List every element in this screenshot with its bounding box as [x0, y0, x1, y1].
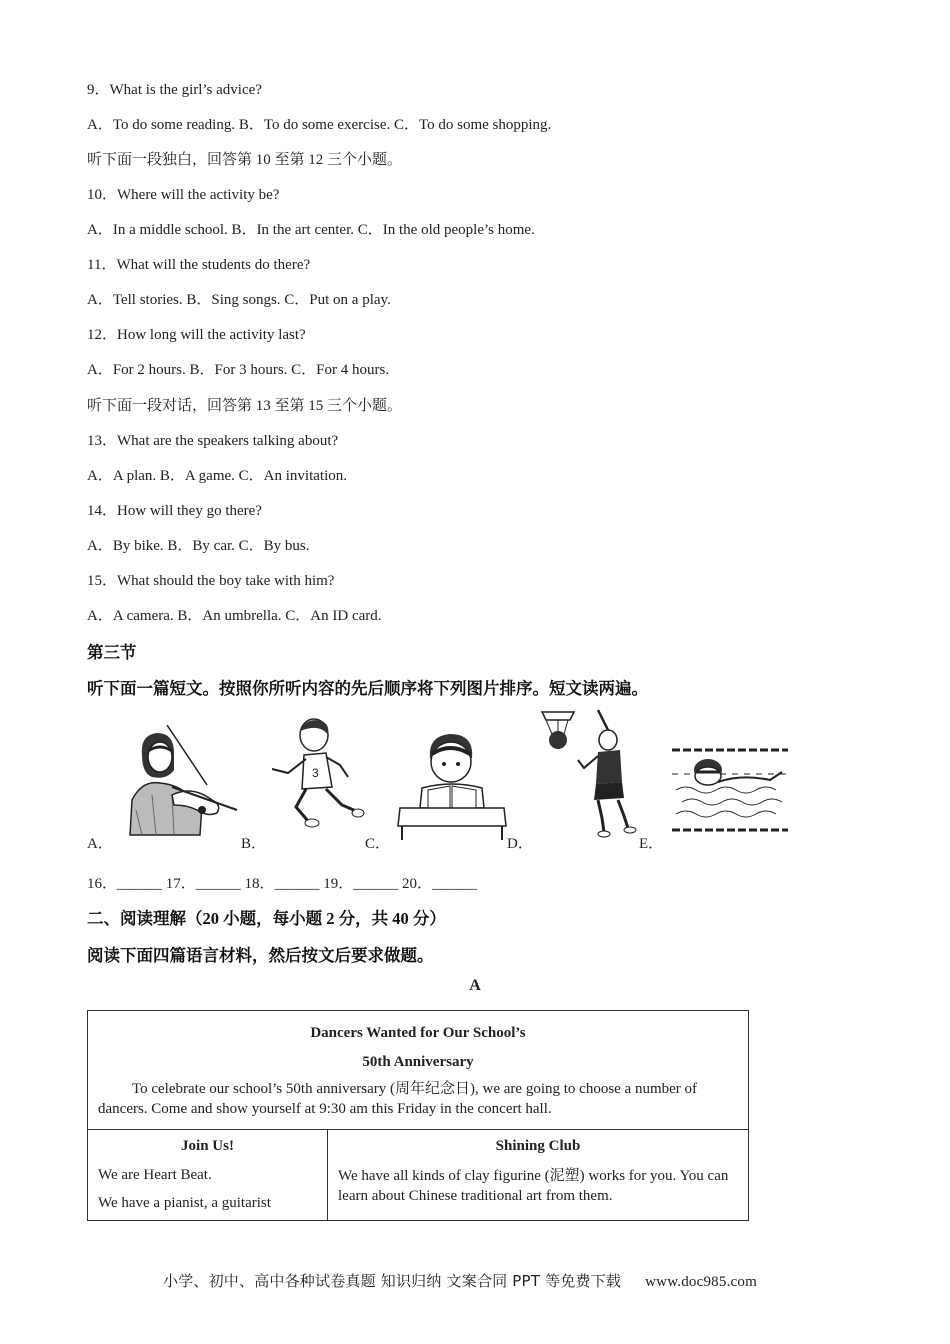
join-us-line1: We are Heart Beat.	[98, 1167, 212, 1183]
answer-blanks-16-20: 16．______ 17．______ 18．______ 19．______ 20．______	[87, 876, 478, 892]
instruction-10-12: 听下面一段独白，回答第 10 至第 12 三个小题。	[87, 152, 403, 168]
instruction-13-15: 听下面一段对话，回答第 13 至第 15 三个小题。	[87, 398, 403, 414]
question-11-options: A．Tell stories. B．Sing songs. C．Put on a play.	[87, 292, 391, 308]
picture-label-c: C．	[365, 836, 391, 852]
svg-text:3: 3	[312, 766, 319, 780]
notice-body: To celebrate our school’s 50th anniversary (周年纪念日), we are going to choose a number of dancers. Come and show yourself at 9:30 am this Friday in the concert hall.	[98, 1081, 698, 1117]
picture-label-a: A．	[87, 836, 113, 852]
footer-url[interactable]: www.doc985.com	[645, 1274, 757, 1290]
notice-table	[87, 1010, 749, 1221]
join-us-heading: Join Us!	[181, 1138, 234, 1154]
question-15: 15．What should the boy take with him?	[87, 573, 335, 589]
picture-running-boy	[266, 715, 366, 835]
question-10: 10．Where will the activity be?	[87, 187, 280, 203]
question-9: 9．What is the girl’s advice?	[87, 82, 262, 98]
notice-title-line1: Dancers Wanted for Our School’s	[310, 1025, 526, 1041]
reading-instruction: 阅读下面四篇语言材料，然后按文后要求做题。	[87, 946, 434, 965]
footer	[163, 1270, 757, 1291]
notice-title-line2: 50th Anniversary	[362, 1054, 474, 1070]
question-12: 12．How long will the activity last?	[87, 327, 306, 343]
question-10-options: A．In a middle school. B．In the art center. C．In the old people’s home.	[87, 222, 535, 238]
passage-label: A	[469, 977, 481, 994]
picture-basketball-player	[538, 706, 638, 838]
picture-violin-girl	[112, 725, 242, 840]
picture-label-d: D．	[507, 836, 533, 852]
question-9-options: A．To do some reading. B．To do some exercise. C．To do some shopping.	[87, 117, 552, 133]
join-us-line2: We have a pianist, a guitarist	[98, 1195, 271, 1211]
question-14: 14．How will they go there?	[87, 503, 262, 519]
question-15-options: A．A camera. B．An umbrella. C．An ID card.	[87, 608, 382, 624]
question-11: 11．What will the students do there?	[87, 257, 311, 273]
section3-instruction: 听下面一篇短文。按照你所听内容的先后顺序将下列图片排序。短文读两遍。	[87, 679, 648, 698]
picture-label-e: E．	[639, 836, 664, 852]
shining-club-heading: Shining Club	[495, 1138, 581, 1154]
shining-club-body: We have all kinds of clay figurine (泥塑) works for you. You can learn about Chinese traditional art from them.	[338, 1168, 729, 1204]
footer-text: 小学、初中、高中各种试卷真题 知识归纳 文案合同 PPT 等免费下载	[163, 1272, 622, 1290]
question-13: 13．What are the speakers talking about?	[87, 433, 339, 449]
question-14-options: A．By bike. B．By car. C．By bus.	[87, 538, 310, 554]
reading-heading: 二、阅读理解（20 小题，每小题 2 分，共 40 分）	[87, 909, 446, 928]
picture-reading-boy	[392, 728, 512, 840]
picture-label-b: B．	[241, 836, 267, 852]
question-12-options: A．For 2 hours. B．For 3 hours. C．For 4 hours.	[87, 362, 390, 378]
question-13-options: A．A plan. B．A game. C．An invitation.	[87, 468, 347, 484]
picture-swimmer	[672, 746, 790, 834]
section3-title: 第三节	[87, 643, 137, 662]
